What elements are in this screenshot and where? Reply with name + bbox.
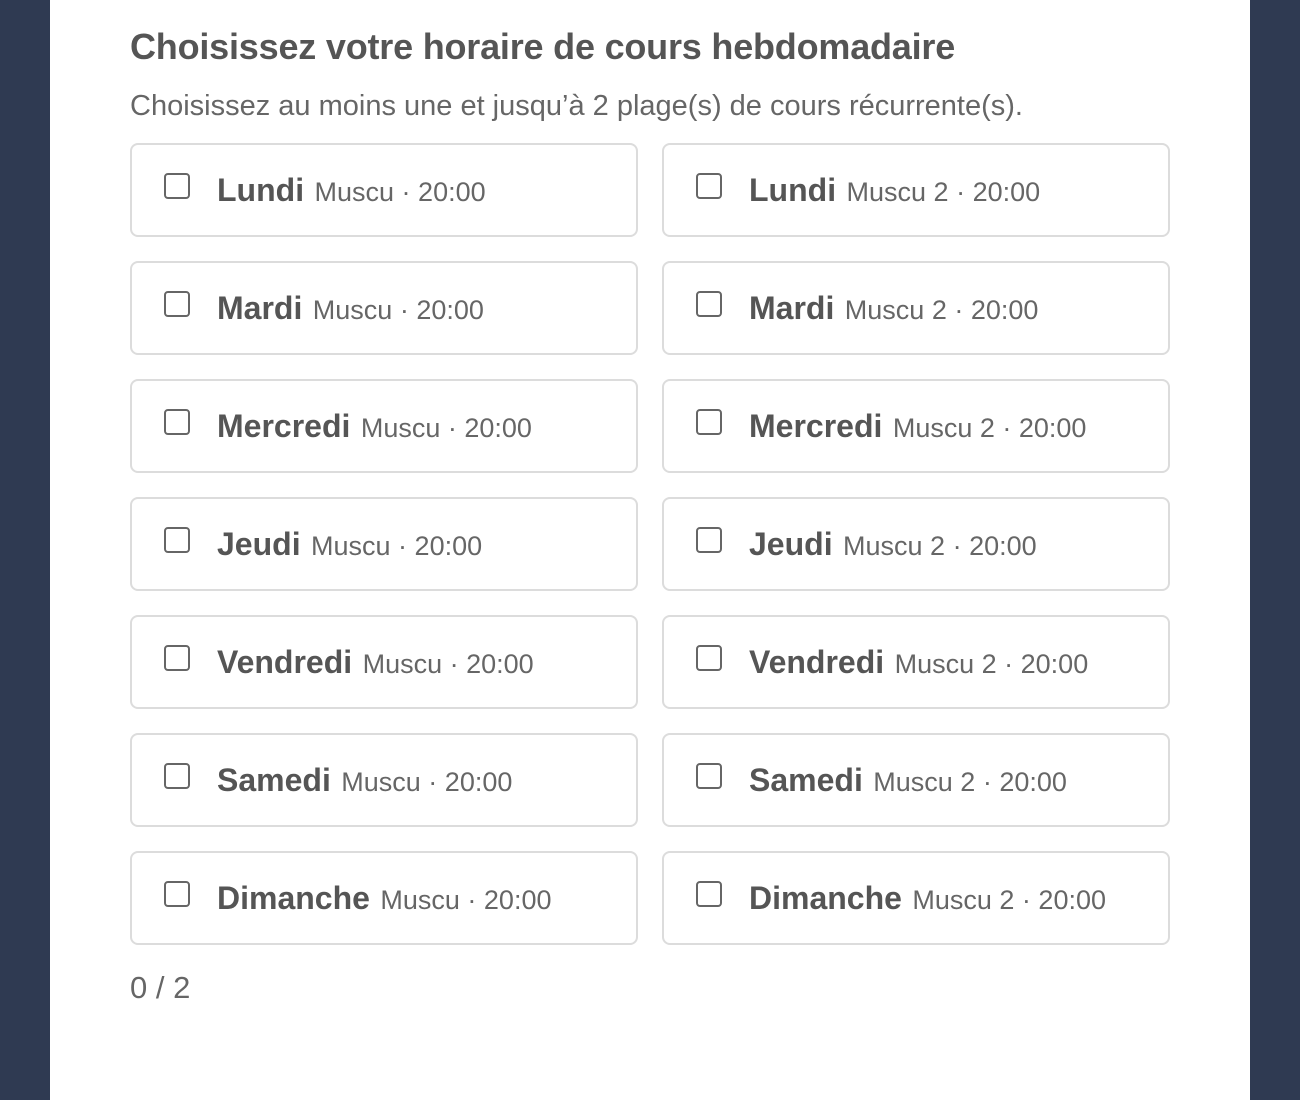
option-label [749,644,1088,681]
option-vendredi-muscu[interactable] [130,615,638,709]
option-day: Mardi [217,289,303,326]
option-detail: Muscu 2 · 20:00 [912,884,1106,915]
option-label [217,880,551,917]
checkbox[interactable] [164,409,190,435]
option-label [217,172,486,209]
option-mardi-muscu[interactable] [130,261,638,355]
option-label [749,880,1106,917]
option-detail: Muscu 2 · 20:00 [873,766,1067,797]
checkbox[interactable] [696,173,722,199]
option-detail: Muscu · 20:00 [314,176,486,207]
checkbox[interactable] [696,527,722,553]
option-detail: Muscu 2 · 20:00 [894,648,1089,679]
page-subtitle: Choisissez au moins une et jusqu’à 2 plage(s) de cours récurrente(s). [130,90,1023,122]
page-title: Choisissez votre horaire de cours hebdomadaire [130,26,956,67]
checkbox[interactable] [696,645,722,671]
option-label [217,762,512,799]
option-day: Jeudi [749,525,833,562]
option-day: Dimanche [749,879,902,916]
checkbox[interactable] [696,881,722,907]
option-detail: Muscu 2 · 20:00 [892,412,1087,443]
option-detail: Muscu · 20:00 [362,648,534,679]
option-detail: Muscu · 20:00 [312,294,484,325]
option-label [749,172,1040,209]
option-dimanche-muscu[interactable] [130,851,638,945]
option-mercredi-muscu-2[interactable] [662,379,1170,473]
option-day: Dimanche [217,879,370,916]
checkbox[interactable] [164,291,190,317]
option-detail: Muscu 2 · 20:00 [843,530,1037,561]
option-detail: Muscu · 20:00 [311,530,483,561]
option-detail: Muscu · 20:00 [341,766,513,797]
option-day: Vendredi [749,643,885,680]
option-samedi-muscu-2[interactable] [662,733,1170,827]
option-label [217,644,534,681]
option-day: Vendredi [217,643,353,680]
option-day: Lundi [217,171,305,208]
option-label [217,526,482,563]
option-label [749,290,1038,327]
option-label [749,408,1086,445]
option-day: Samedi [217,761,331,798]
option-mardi-muscu-2[interactable] [662,261,1170,355]
checkbox[interactable] [164,881,190,907]
option-day: Jeudi [217,525,301,562]
option-detail: Muscu · 20:00 [380,884,552,915]
option-jeudi-muscu[interactable] [130,497,638,591]
checkbox[interactable] [164,645,190,671]
option-label [217,290,484,327]
option-jeudi-muscu-2[interactable] [662,497,1170,591]
option-lundi-muscu-2[interactable] [662,143,1170,237]
option-day: Mardi [749,289,835,326]
checkbox[interactable] [696,291,722,317]
selection-counter: 0 / 2 [130,970,191,1005]
option-day: Lundi [749,171,837,208]
options-grid [130,143,1170,945]
option-lundi-muscu[interactable] [130,143,638,237]
option-vendredi-muscu-2[interactable] [662,615,1170,709]
option-detail: Muscu 2 · 20:00 [846,176,1041,207]
option-label [217,408,532,445]
option-label [749,762,1067,799]
checkbox[interactable] [696,763,722,789]
option-detail: Muscu · 20:00 [360,412,532,443]
option-day: Mercredi [217,407,351,444]
checkbox[interactable] [164,173,190,199]
option-day: Samedi [749,761,863,798]
option-samedi-muscu[interactable] [130,733,638,827]
checkbox[interactable] [696,409,722,435]
option-label [749,526,1037,563]
checkbox[interactable] [164,527,190,553]
option-day: Mercredi [749,407,883,444]
option-detail: Muscu 2 · 20:00 [844,294,1039,325]
option-dimanche-muscu-2[interactable] [662,851,1170,945]
checkbox[interactable] [164,763,190,789]
option-mercredi-muscu[interactable] [130,379,638,473]
form-panel [50,0,1250,1100]
